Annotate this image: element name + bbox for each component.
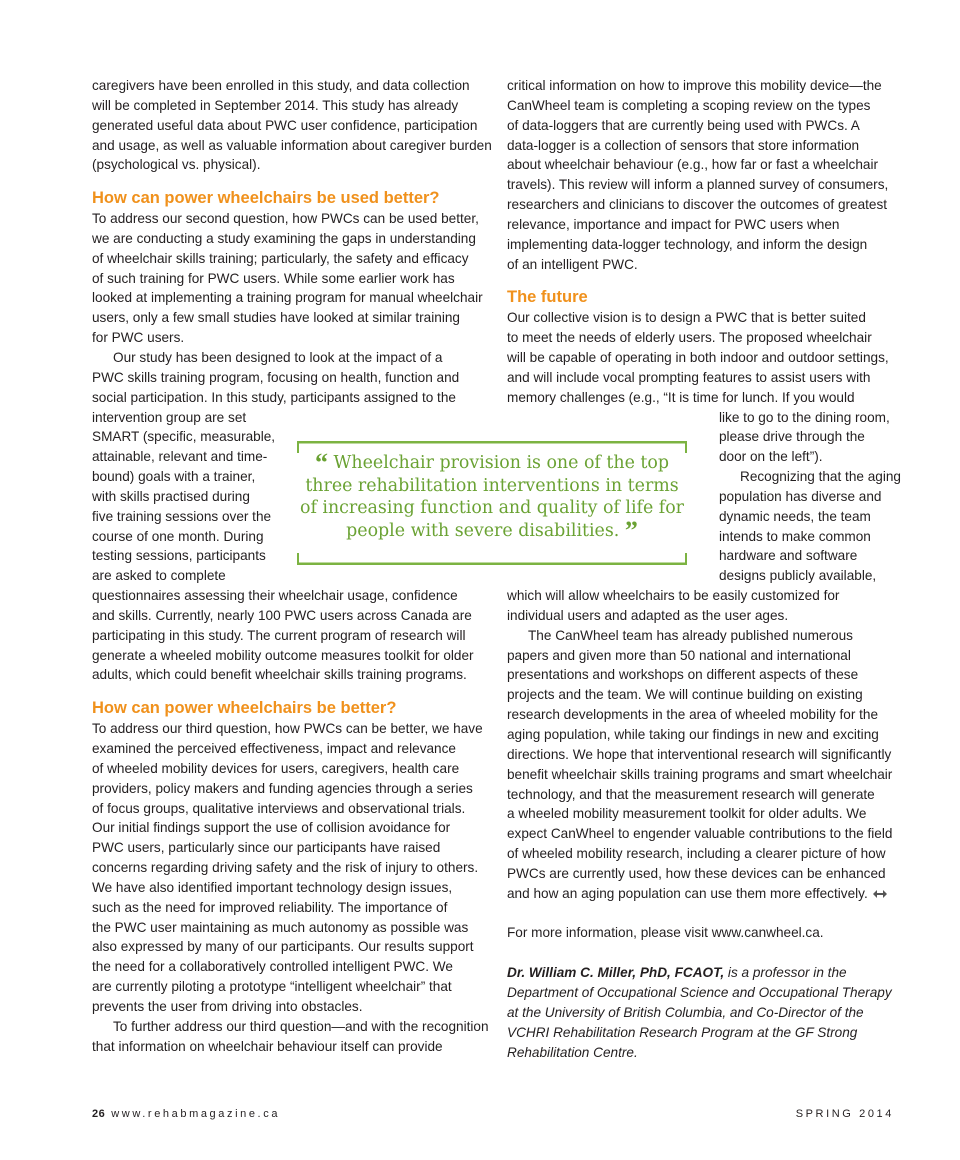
close-quote-mark: ” — [624, 515, 638, 545]
text-line: will be capable of operating in both indoor and outdoor settings, — [507, 349, 889, 365]
text-line: which will allow wheelchairs to be easily customized for — [507, 588, 840, 604]
text-line: of wheeled mobility research, including a clearer picture of how — [507, 846, 886, 862]
text-line: of data-loggers that are currently being used with PWCs. A — [507, 117, 860, 133]
text-line: of an intelligent PWC. — [507, 256, 638, 272]
text-line: intervention group are set — [92, 409, 247, 425]
text-line: designs publicly available, — [719, 568, 877, 584]
paragraph-aging-continued — [507, 586, 897, 626]
text-line: To further address our third question—and with the recognition — [113, 1018, 489, 1034]
text-line: that information on wheelchair behaviour itself can provide — [92, 1038, 443, 1054]
text-line: presentations and workshops on different aspects of these — [507, 667, 859, 683]
text-line: with skills practised during — [92, 488, 250, 504]
paragraph-collective-vision-inset — [719, 408, 897, 468]
pull-quote-line: of increasing function and quality of life for — [299, 498, 684, 518]
pull-quote — [297, 441, 687, 565]
open-quote-mark: “ — [315, 448, 328, 477]
text-line: questionnaires assessing their wheelchair usage, confidence — [92, 588, 458, 604]
text-line: users, only a few small studies have looked at similar training — [92, 310, 460, 326]
text-line: caregivers have been enrolled in this study, and data collection — [92, 78, 470, 93]
website-link[interactable]: www.rehabmagazine.ca — [111, 1108, 281, 1120]
end-mark-icon — [872, 889, 888, 899]
heading-be-better: How can power wheelchairs be better? — [92, 699, 397, 718]
paragraph-study-design-inset — [92, 408, 276, 587]
author-byline — [507, 963, 897, 1062]
right-column — [507, 76, 901, 1062]
text-line: generated useful data about PWC user confidence, participation — [92, 117, 478, 133]
text-line: of wheeled mobility devices for users, caregivers, health care — [92, 760, 460, 776]
text-line: Our study has been designed to look at the impact of a — [113, 349, 443, 365]
text-line: SMART (specific, measurable, — [92, 429, 276, 445]
pull-quote-line: three rehabilitation interventions in terms — [305, 475, 679, 496]
text-line: memory challenges (e.g., “It is time for lunch. If you would — [507, 389, 855, 405]
text-line: Recognizing that the aging — [740, 469, 901, 485]
text-line: and usage, as well as valuable information about caregiver burden — [92, 137, 492, 153]
text-line: adults, which could benefit wheelchair skills training programs. — [92, 667, 467, 683]
text-line: technology, and that the measurement research will generate — [507, 786, 875, 802]
text-line: CanWheel team is completing a scoping review on the types — [507, 97, 871, 113]
text-line: of such training for PWC users. While some earlier work has — [92, 270, 455, 286]
text-line: population has diverse and — [719, 488, 882, 504]
text-line: Our collective vision is to design a PWC that is better suited — [507, 310, 866, 326]
text-line: looked at implementing a training program for manual wheelchair — [92, 290, 483, 306]
text-line: to meet the needs of elderly users. The proposed wheelchair — [507, 330, 872, 346]
text-line: generate a wheeled mobility outcome measures toolkit for older — [92, 647, 474, 663]
text-line: projects and the team. We will continue building on existing — [507, 687, 863, 703]
text-line: is a professor in the — [724, 965, 847, 981]
text-line: participating in this study. The current program of research will — [92, 627, 466, 643]
text-line: Department of Occupational Science and Occupational Therapy — [507, 984, 892, 1000]
text-line: social participation. In this study, participants assigned to the — [92, 389, 456, 405]
author-name: Dr. William C. Miller, PhD, FCAOT, — [507, 965, 725, 981]
text-line: PWCs are currently used, how these devices can be enhanced — [507, 865, 886, 881]
footer-left — [92, 1108, 280, 1120]
text-line: bound) goals with a trainer, — [92, 469, 256, 485]
text-line: expect CanWheel to engender valuable contributions to the field — [507, 826, 893, 842]
text-line: providers, policy makers and funding agencies through a series — [92, 780, 473, 796]
page-number: 26 — [92, 1108, 106, 1120]
paragraph-third-question — [92, 719, 488, 1017]
paragraph-study-design-continued — [92, 586, 488, 685]
text-line: at the University of British Columbia, and Co-Director of the — [507, 1004, 864, 1020]
text-line: The CanWheel team has already published numerous — [528, 627, 853, 643]
text-line: and will include vocal prompting features to assist users with — [507, 369, 871, 385]
text-line: and how an aging population can use them more effectively. — [507, 884, 897, 904]
text-line: PWC skills training program, focusing on health, function and — [92, 369, 460, 385]
text-line: about wheelchair behaviour (e.g., how far or fast a wheelchair — [507, 157, 879, 173]
text-line: implementing data-logger technology, and inform the design — [507, 236, 868, 252]
text-line: five training sessions over the — [92, 508, 272, 524]
text-line: and skills. Currently, nearly 100 PWC users across Canada are — [92, 607, 472, 623]
paragraph-further-address — [92, 1017, 488, 1057]
text-line: the need for a collaboratively controlled intelligent PWC. We — [92, 959, 453, 975]
text-line: VCHRI Rehabilitation Research Program at the GF Strong — [507, 1024, 858, 1040]
more-info-text: For more information, please visit www.canwheel.ca. — [507, 925, 824, 941]
text-line: course of one month. During — [92, 528, 264, 544]
pull-quote-line: people with severe disabilities. — [346, 520, 620, 541]
text-line: also expressed by many of our participants. Our results support — [92, 939, 474, 955]
text-line: are asked to complete — [92, 568, 226, 584]
paragraph-aging-inset — [719, 467, 901, 586]
text-line: PWC users, particularly since our participants have raised — [92, 840, 441, 856]
text-line: intends to make common — [719, 528, 871, 544]
text-line: we are conducting a study examining the gaps in understanding — [92, 230, 476, 246]
text-line: examined the perceived effectiveness, impact and relevance — [92, 741, 456, 756]
text-line: for PWC users. — [92, 330, 185, 346]
text-line: relevance, importance and impact for PWC users when — [507, 216, 840, 232]
paragraph-caregivers — [92, 76, 492, 175]
text-line: will be completed in September 2014. This study has already — [92, 97, 459, 113]
heading-used-better: How can power wheelchairs be used better? — [92, 189, 440, 208]
text-line: hardware and software — [719, 548, 858, 564]
issue-label: SPRING 2014 — [795, 1108, 894, 1120]
text-line: concerns regarding driving safety and the risk of injury to others. — [92, 860, 479, 876]
text-line: attainable, relevant and time- — [92, 449, 268, 465]
text-line: Rehabilitation Centre. — [507, 1044, 638, 1060]
text-line: data-logger is a collection of sensors that store information — [507, 137, 860, 153]
paragraph-data-loggers — [507, 76, 897, 274]
text-line: To address our third question, how PWCs can be better, we have — [92, 721, 483, 737]
pull-quote-line: Wheelchair provision is one of the top — [333, 453, 669, 473]
text-line: the PWC user maintaining as much autonomy as possible was — [92, 919, 469, 935]
text-line: of wheelchair skills training; particularly, the safety and efficacy — [92, 250, 469, 266]
text-line: We have also identified important technology design issues, — [92, 879, 453, 895]
text-line: individual users and adapted as the user ages. — [507, 607, 789, 623]
text-line: dynamic needs, the team — [719, 508, 871, 524]
text-line: papers and given more than 50 national and international — [507, 647, 851, 663]
text-line: a wheeled mobility measurement toolkit for older adults. We — [507, 806, 867, 822]
more-info — [507, 923, 897, 943]
text-line: like to go to the dining room, — [719, 409, 890, 425]
paragraph-publications — [507, 626, 897, 904]
text-line: prevents the user from driving into obstacles. — [92, 998, 363, 1014]
text-line: (psychological vs. physical). — [92, 157, 261, 173]
text-line: aging population, while taking our findings in new and exciting — [507, 727, 879, 742]
text-line: please drive through the — [719, 429, 865, 445]
text-line: such as the need for improved reliability. The importance of — [92, 899, 448, 915]
text-line: door on the left”). — [719, 449, 823, 465]
text-line: travels). This review will inform a planned survey of consumers, — [507, 177, 889, 193]
paragraph-collective-vision — [507, 308, 897, 407]
text-line: are currently piloting a prototype “intelligent wheelchair” that — [92, 979, 452, 995]
heading-the-future: The future — [507, 288, 588, 307]
text-line: critical information on how to improve this mobility device—the — [507, 78, 882, 93]
text-line: testing sessions, participants — [92, 548, 266, 564]
publications-text — [507, 626, 897, 904]
text-line: Our initial findings support the use of collision avoidance for — [92, 820, 451, 836]
paragraph-second-question — [92, 209, 488, 348]
text-line: research developments in the area of wheeled mobility for the — [507, 707, 879, 723]
text-line: To address our second question, how PWCs can be used better, — [92, 211, 479, 227]
pull-quote-text — [297, 448, 687, 545]
text-line: researchers and clinicians to discover the outcomes of greatest — [507, 197, 888, 213]
text-line: of focus groups, qualitative interviews and observational trials. — [92, 800, 466, 816]
text-line: directions. We hope that interventional research will significantly — [507, 746, 892, 762]
text-line: benefit wheelchair skills training programs and smart wheelchair — [507, 766, 893, 782]
paragraph-study-design — [92, 348, 488, 408]
